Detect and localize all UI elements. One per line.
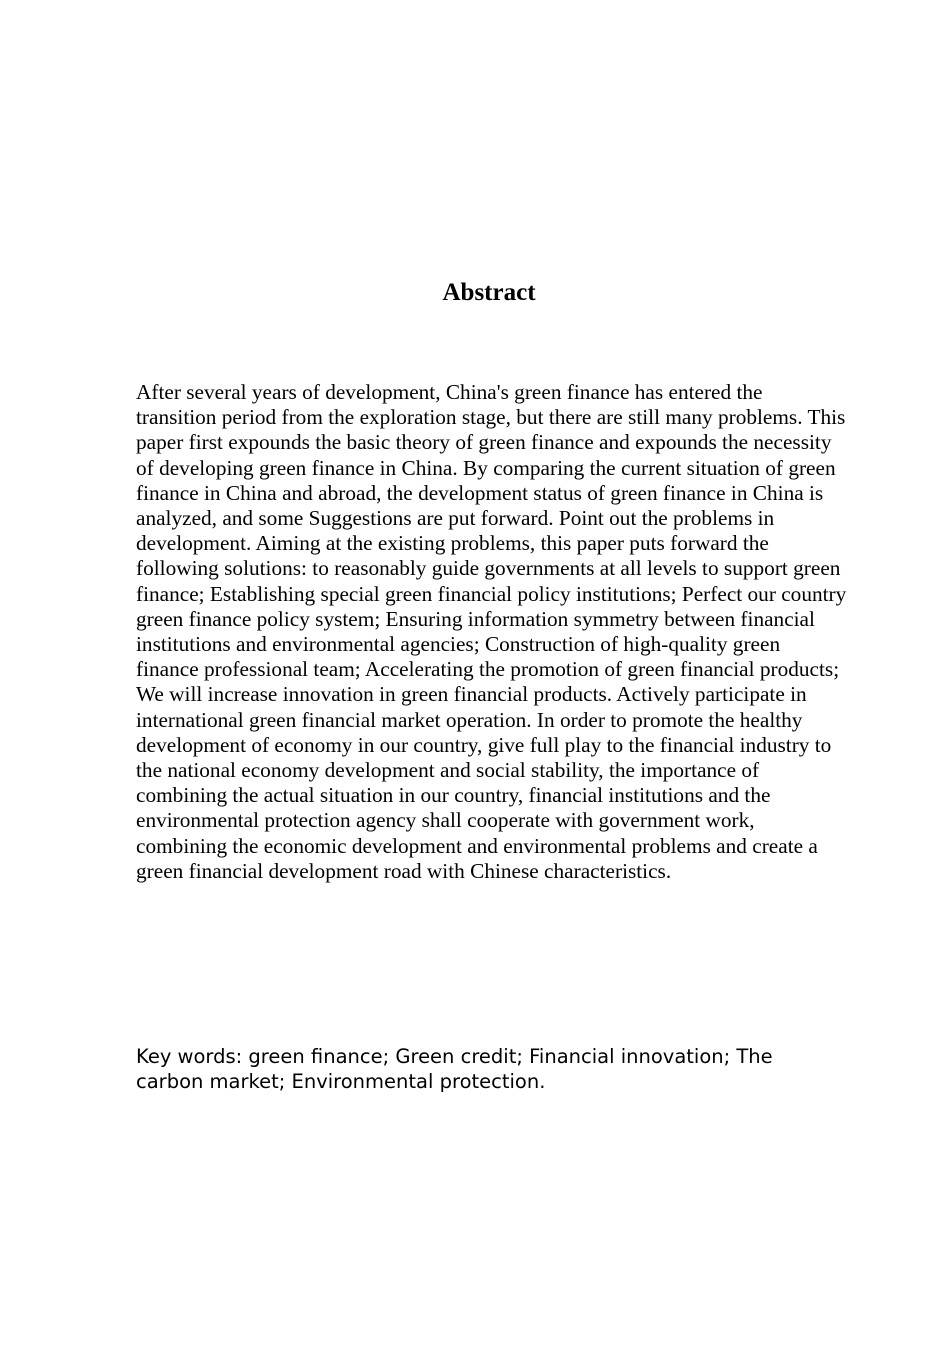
page-title: Abstract [442,279,536,306]
abstract-body: After several years of development, China's green finance has entered the transition period from the exploration stage, but there are still many problems. This paper first expounds the basic theory of green finance and expounds the necessity of developing green finance in China. By comparing the current situation of green finance in China and abroad, the development status of green finance in China is analyzed, and some Suggestions are put forward. Point out the problems in development. Aiming at the existing problems, this paper puts forward the following solutions: to reasonably guide governments at all levels to support green finance; Establishing special green financial policy institutions; Perfect our country green finance policy system; Ensuring information symmetry between financial institutions and environmental agencies; Construction of high-quality green finance professional team; Accelerating the promotion of green financial products; We will increase innovation in green financial products. Actively participate in international green financial market operation. In order to promote the healthy development of economy in our country, give full play to the financial industry to the national economy development and social stability, the importance of combining the actual situation in our country, financial institutions and the environmental protection agency shall cooperate with government work, combining the economic development and environmental problems and create a green financial development road with Chinese characteristics. [136,380,847,883]
keywords: Key words: green finance; Green credit; Financial innovation; The carbon market; Environmental protection. [136,1045,773,1093]
